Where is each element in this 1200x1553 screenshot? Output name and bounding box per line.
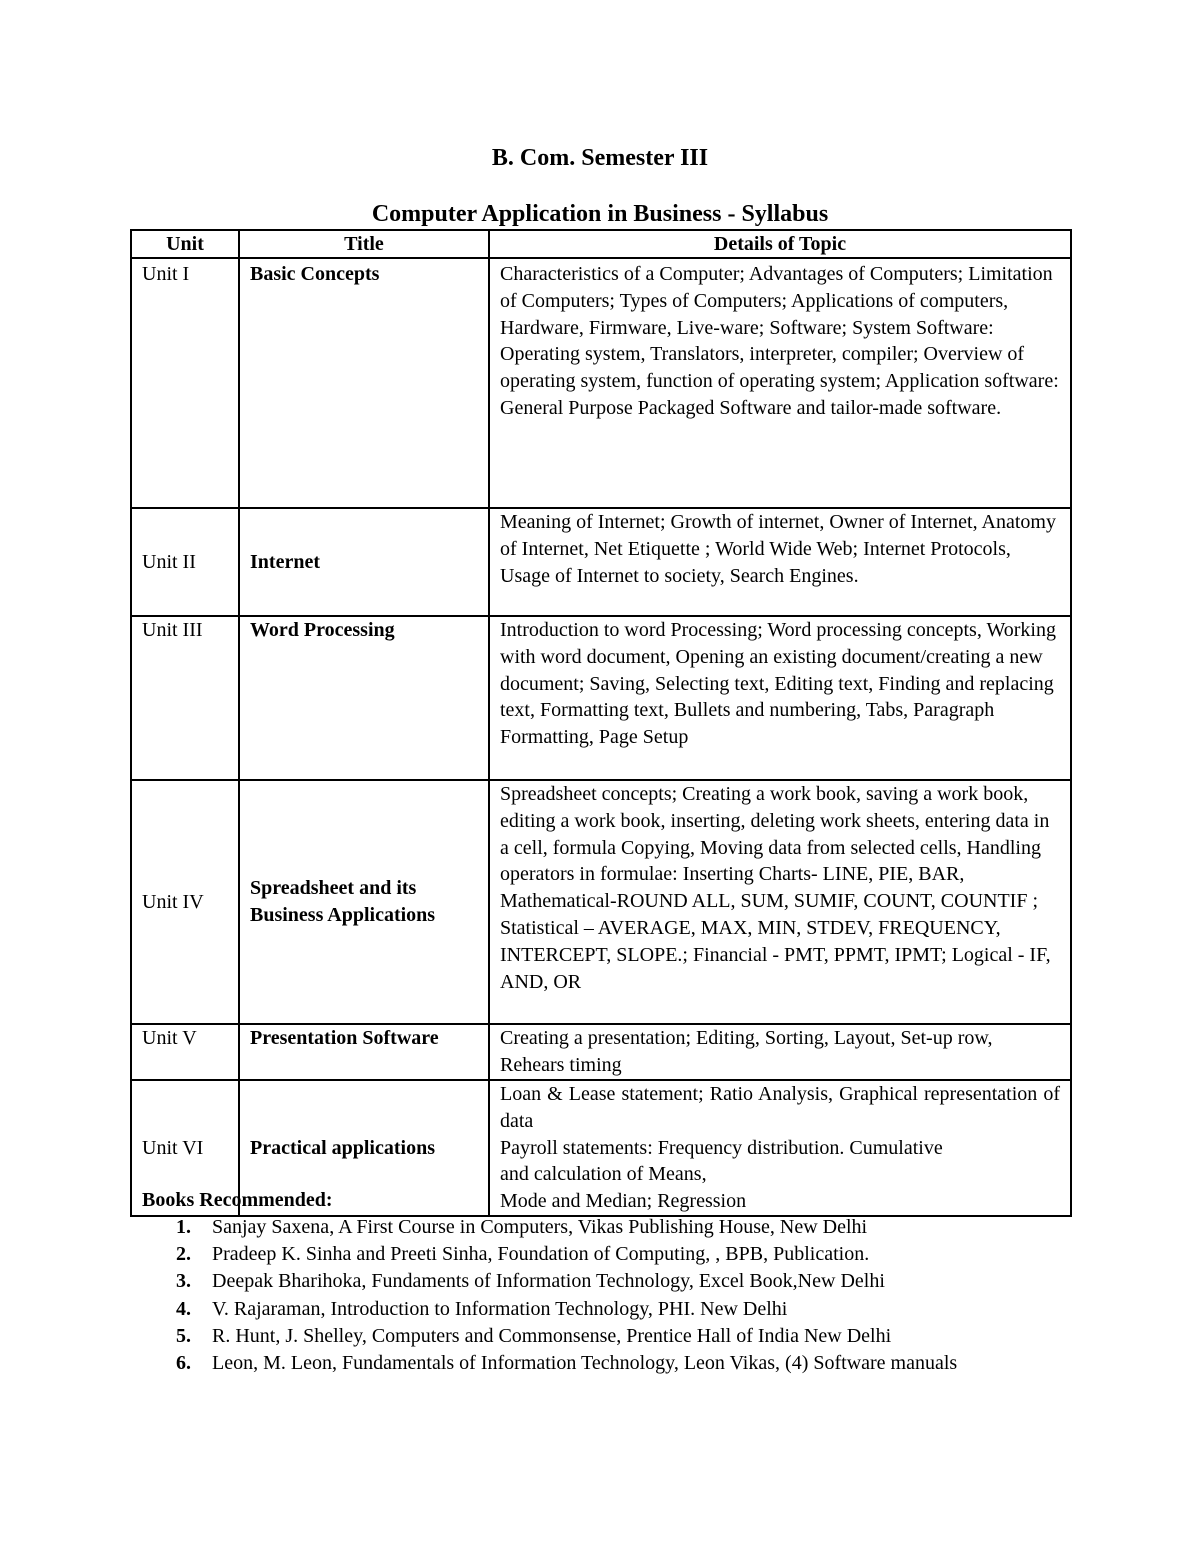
book-text: Sanjay Saxena, A First Course in Computers, Vikas Publishing House, New Delhi	[212, 1216, 868, 1238]
title-cell: Presentation Software	[239, 1024, 489, 1080]
unit-cell: Unit VI	[131, 1080, 239, 1216]
details-line: and calculation of Means,	[500, 1163, 707, 1186]
details-cell: Meaning of Internet; Growth of internet, Owner of Internet, Anatomy of Internet, Net Etiquette ; World Wide Web; Internet Protocols, Usage of Internet to society, Search Engines.	[489, 508, 1071, 616]
unit-cell: Unit V	[131, 1024, 239, 1080]
list-number: 6.	[176, 1352, 191, 1375]
list-item	[142, 1214, 1022, 1241]
list-number: 5.	[176, 1324, 191, 1347]
book-text: Leon, M. Leon, Fundamentals of Information Technology, Leon Vikas, (4) Software manuals	[212, 1352, 958, 1375]
list-item	[142, 1296, 1022, 1323]
title-cell: Basic Concepts	[239, 258, 489, 508]
syllabus-table	[130, 229, 1072, 1217]
table-header-row	[131, 230, 1071, 258]
title-cell: Practical applications	[239, 1080, 489, 1216]
list-item	[142, 1241, 1022, 1268]
table-row	[131, 780, 1071, 1024]
table-row	[131, 508, 1071, 616]
books-heading: Books Recommended:	[142, 1189, 333, 1211]
document-subheading: Computer Application in Business - Syllabus	[371, 201, 829, 227]
list-item	[142, 1350, 1022, 1377]
list-item	[142, 1268, 1022, 1295]
unit-cell: Unit III	[131, 616, 239, 780]
list-item	[142, 1323, 1022, 1350]
list-number: 1.	[176, 1216, 191, 1238]
unit-cell: Unit I	[131, 258, 239, 508]
details-cell	[489, 1080, 1071, 1216]
table-row	[131, 1024, 1071, 1080]
list-number: 3.	[176, 1270, 191, 1293]
table-row	[131, 616, 1071, 780]
title-cell: Spreadsheet and its Business Applications	[239, 780, 489, 1024]
details-cell: Spreadsheet concepts; Creating a work book, saving a work book, editing a work book, inserting, deleting work sheets, entering data in a cell, formula Copying, Moving data from selected cells, Handling operators in formulae: Inserting Charts- LINE, PIE, BAR, Mathematical-ROUND ALL, SUM, SUMIF, COUNT, COUNTIF ; Statistical – AVERAGE, MAX, MIN, STDEV, FREQUENCY, INTERCEPT, SLOPE.; Financial - PMT, PPMT, IPMT; Logical - IF, AND, OR	[489, 780, 1071, 1024]
header-unit: Unit	[131, 230, 239, 258]
title-cell: Word Processing	[239, 616, 489, 780]
book-text: Pradeep K. Sinha and Preeti Sinha, Foundation of Computing, , BPB, Publication.	[212, 1243, 870, 1266]
details-line: Loan & Lease statement; Ratio Analysis, Graphical representation of data	[500, 1083, 1060, 1132]
unit-cell: Unit II	[131, 508, 239, 616]
details-cell: Introduction to word Processing; Word processing concepts, Working with word document, Opening an existing document/creating a new document; Saving, Selecting text, Editing text, Finding and replacing text, Formatting text, Bullets and numbering, Tabs, Paragraph Formatting, Page Setup	[489, 616, 1071, 780]
document-heading: B. Com. Semester III	[491, 145, 709, 171]
book-text: R. Hunt, J. Shelley, Computers and Commonsense, Prentice Hall of India New Delhi	[212, 1324, 892, 1347]
details-cell: Characteristics of a Computer; Advantages of Computers; Limitation of Computers; Types of Computers; Applications of computers, Hardware, Firmware, Live-ware; Software; System Software: Operating system, Translators, interpreter, compiler; Overview of operating system, function of operating system; Application software: General Purpose Packaged Software and tailor-made software.	[489, 258, 1071, 508]
book-text: Deepak Bharihoka, Fundaments of Information Technology, Excel Book,New Delhi	[212, 1270, 885, 1293]
details-line: Mode and Median; Regression	[500, 1190, 747, 1213]
book-text: V. Rajaraman, Introduction to Information Technology, PHI. New Delhi	[212, 1297, 788, 1320]
list-number: 4.	[176, 1297, 191, 1320]
header-details: Details of Topic	[489, 230, 1071, 258]
table-row	[131, 258, 1071, 508]
unit-cell: Unit IV	[131, 780, 239, 1024]
list-number: 2.	[176, 1243, 191, 1266]
header-title: Title	[239, 230, 489, 258]
details-cell: Creating a presentation; Editing, Sorting, Layout, Set-up row, Rehears timing	[489, 1024, 1071, 1080]
title-cell: Internet	[239, 508, 489, 616]
details-line: Payroll statements: Frequency distribution. Cumulative	[500, 1136, 943, 1159]
books-list	[142, 1214, 1022, 1377]
